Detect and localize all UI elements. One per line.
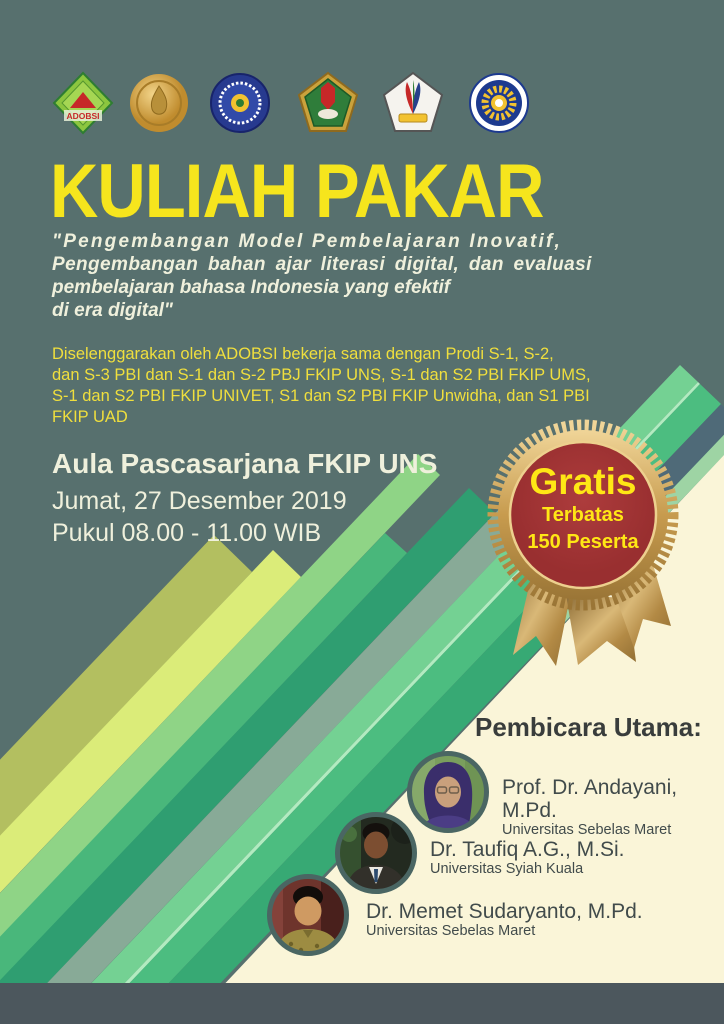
venue-name: Aula Pascasarjana FKIP UNS: [52, 448, 438, 479]
organizer-line: dan S-3 PBI dan S-1 dan S-2 PBJ FKIP UNS, S-1 dan S2 PBI FKIP UMS,: [52, 366, 591, 384]
organizer-line: S-1 dan S2 PBI FKIP UNIVET, S1 dan S2 PBI FKIP Unwidha, dan S1 PBI: [52, 387, 590, 405]
speaker-affiliation: Universitas Syiah Kuala: [430, 861, 584, 877]
badge-capacity: 150 Peserta: [527, 531, 639, 553]
poster-theme: [52, 230, 592, 322]
univet-logo-icon: [295, 70, 361, 136]
theme-line: di era digital": [52, 300, 173, 321]
speaker-memet: [366, 900, 643, 939]
organizer-line: FKIP UAD: [52, 408, 128, 426]
speakers-heading: Pembicara Utama:: [475, 712, 702, 742]
event-date: Jumat, 27 Desember 2019: [52, 487, 347, 515]
event-details: [52, 448, 437, 549]
speaker-name: Dr. Memet Sudaryanto, M.Pd.: [366, 900, 643, 923]
speaker-affiliation: Universitas Sebelas Maret: [502, 822, 672, 838]
uns-logo-icon: [126, 70, 192, 136]
theme-line: "Pengembangan Model Pembelajaran Inovatif,: [52, 231, 563, 252]
uad-logo-icon: [466, 70, 532, 136]
speaker-affiliation: Universitas Sebelas Maret: [366, 923, 536, 939]
svg-text:ADOBSI: ADOBSI: [66, 111, 100, 121]
speaker-andayani: [502, 776, 724, 838]
speaker-taufiq: [430, 838, 625, 877]
speaker-photo-memet: [267, 874, 349, 956]
unwidha-logo-icon: [380, 70, 446, 136]
poster-title: KULIAH PAKAR: [50, 149, 544, 234]
theme-line: Pengembangan bahan ajar literasi digital, dan evaluasi: [52, 254, 592, 275]
badge-headline: Gratis: [529, 461, 637, 502]
event-time: Pukul 08.00 - 11.00 WIB: [52, 519, 322, 547]
badge-text: [493, 462, 673, 556]
speaker-photo-andayani: [407, 751, 489, 833]
ums-logo-icon: [207, 70, 273, 136]
adobsi-logo-icon: [50, 70, 116, 136]
speaker-name: Dr. Taufiq A.G., M.Si.: [430, 838, 625, 861]
logo-row: [0, 70, 724, 142]
speaker-name: Prof. Dr. Andayani, M.Pd.: [502, 776, 678, 822]
badge-subline: Terbatas: [542, 504, 624, 526]
bottom-bar: [0, 983, 724, 1024]
organizer-line: Diselenggarakan oleh ADOBSI bekerja sama dengan Prodi S-1, S-2,: [52, 345, 554, 363]
theme-line: pembelajaran bahasa Indonesia yang efektif: [52, 277, 451, 298]
